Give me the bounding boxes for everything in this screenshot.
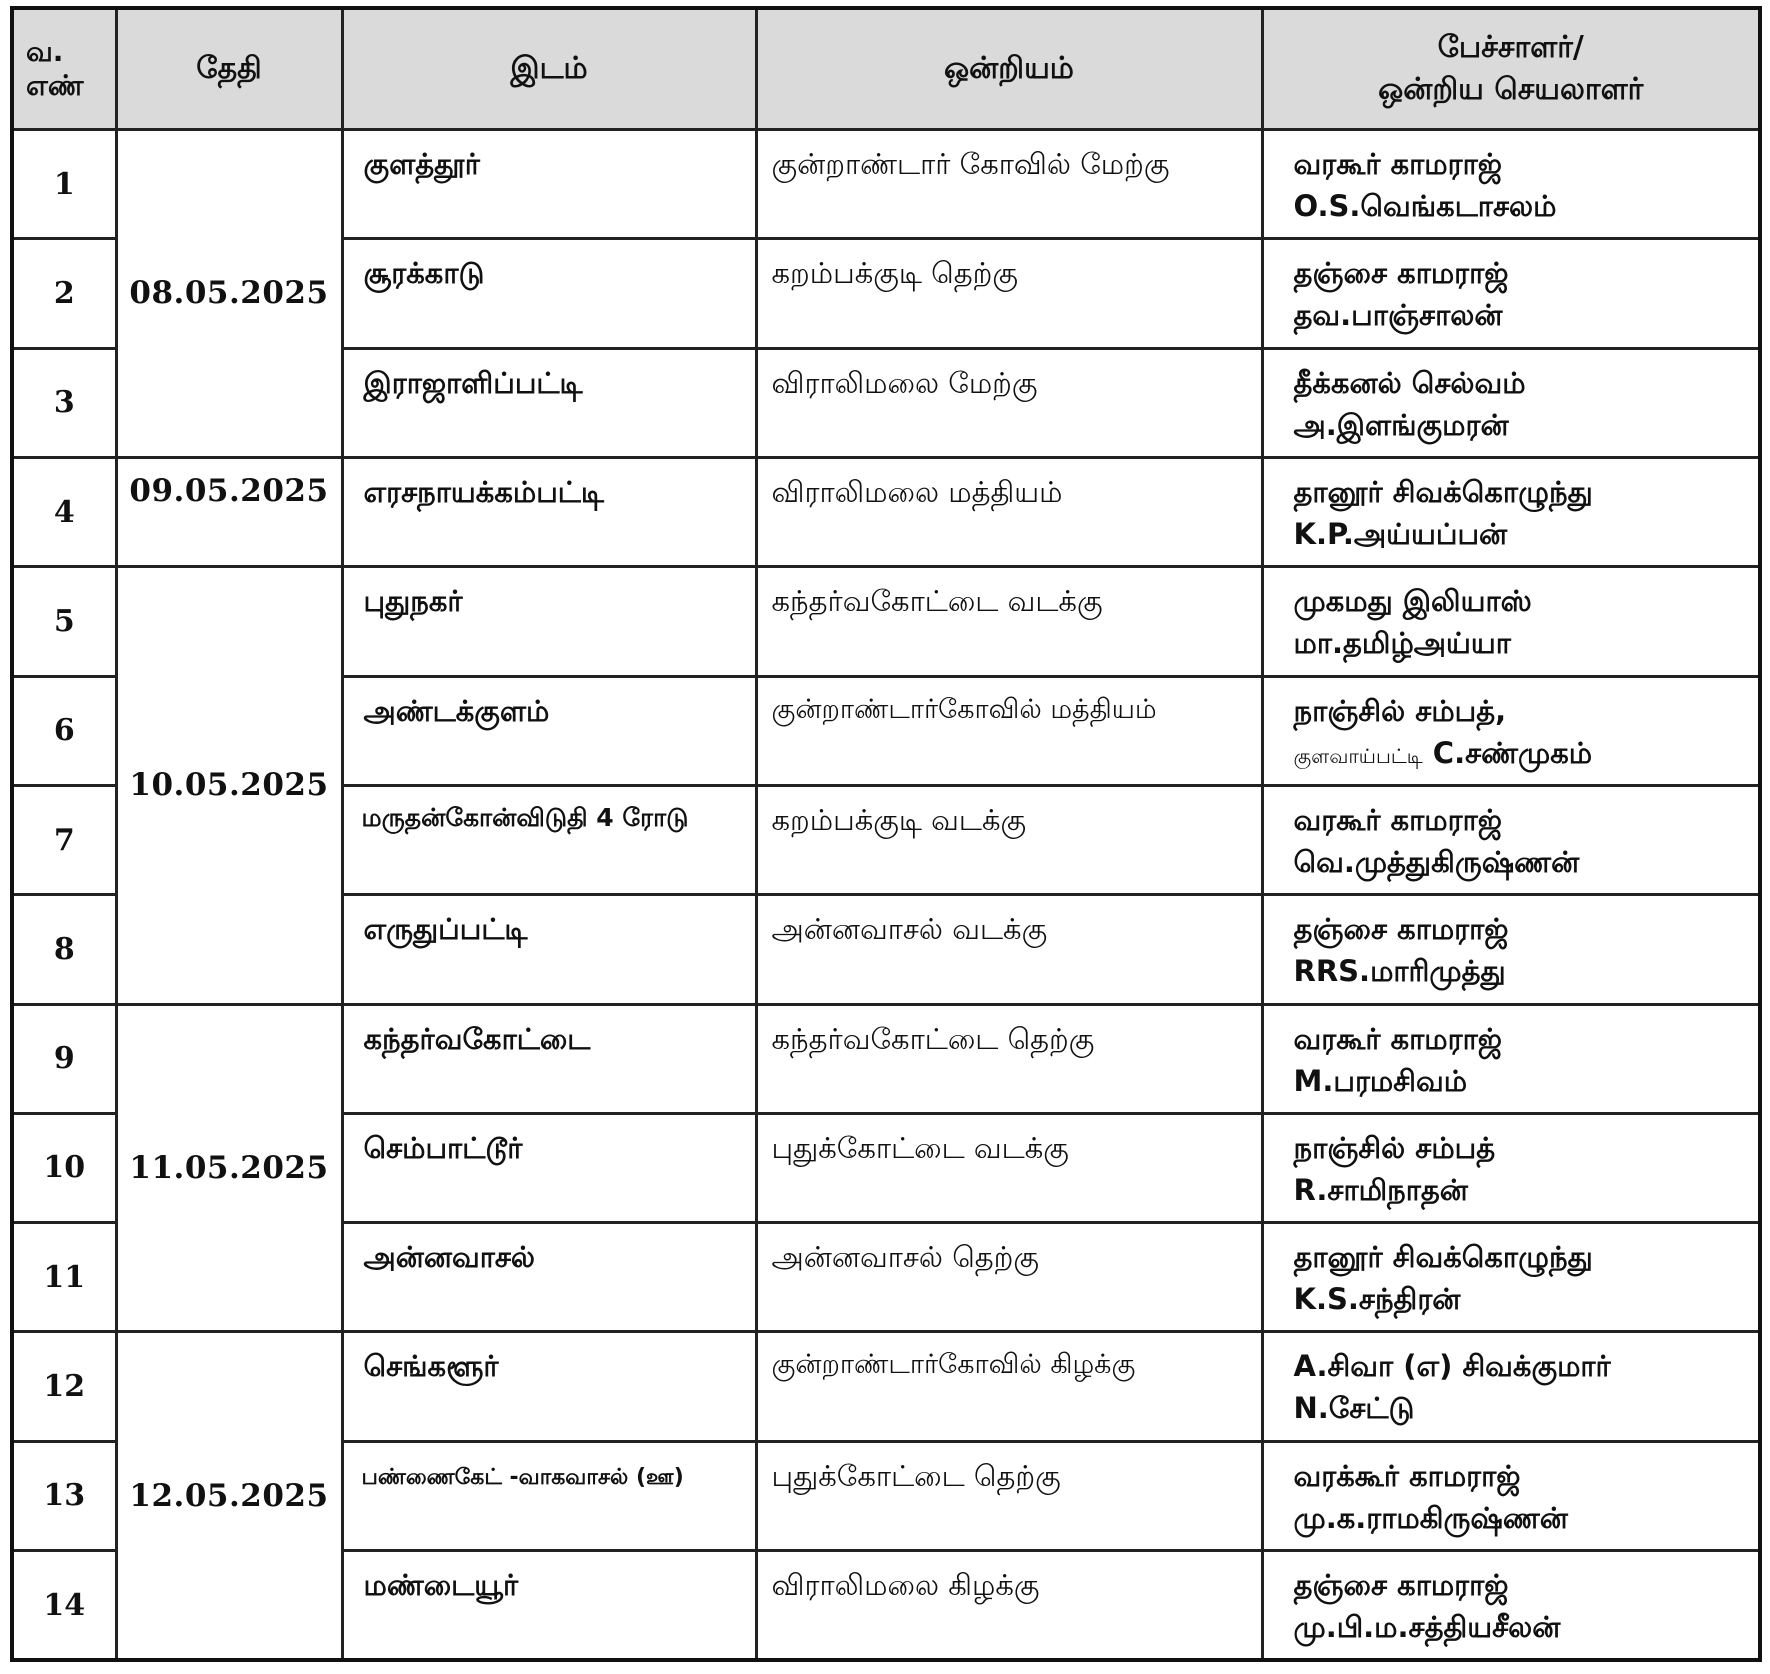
secretary-name [1294, 841, 1759, 883]
speaker-cell [1262, 1223, 1760, 1332]
speaker-cell [1262, 1441, 1760, 1550]
secretary-text: N.சேட்டு [1293, 1391, 1415, 1426]
date-cell: 08.05.2025 [116, 130, 342, 458]
serial-number: 3 [12, 348, 116, 457]
secretary-text: RRS.மாரிமுத்து [1293, 954, 1506, 989]
place-cell: எருதுப்பட்டி [342, 895, 756, 1004]
place-cell: மருதன்கோன்விடுதி 4 ரோடு [342, 785, 756, 894]
speaker-name: வரகூர் காமராஜ் [1293, 1021, 1502, 1056]
serial-number: 6 [12, 676, 116, 785]
serial-number: 8 [12, 895, 116, 1004]
speaker-cell [1262, 1332, 1760, 1441]
speaker-name: தஞ்சை காமராஜ் [1293, 256, 1509, 291]
union-cell: புதுக்கோட்டை வடக்கு [756, 1113, 1262, 1222]
secretary-text: R.சாமிநாதன் [1293, 1172, 1468, 1207]
header-row [12, 8, 1760, 130]
serial-number: 5 [12, 567, 116, 676]
serial-number: 7 [12, 785, 116, 894]
secretary-name [1294, 1387, 1759, 1429]
union-cell: குன்றாண்டார் கோவில் மேற்கு [756, 130, 1262, 239]
speaker-name: வரகூர் காமராஜ் [1293, 802, 1502, 837]
place-cell: செம்பாட்டூர் [342, 1113, 756, 1222]
place-cell: எரசநாயக்கம்பட்டி [342, 457, 756, 566]
secretary-name [1294, 294, 1759, 336]
secretary-text: K.S.சந்திரன் [1293, 1282, 1461, 1317]
union-cell: கறம்பக்குடி தெற்கு [756, 239, 1262, 348]
union-cell: கந்தர்வகோட்டை தெற்கு [756, 1004, 1262, 1113]
secretary-text: M.பரமசிவம் [1293, 1063, 1468, 1098]
secretary-text: தவ.பாஞ்சாலன் [1293, 298, 1503, 333]
header-serial-line1: வ. [26, 35, 64, 69]
place-cell: செங்களூர் [342, 1332, 756, 1441]
place-cell: இராஜாளிப்பட்டி [342, 348, 756, 457]
speaker-cell [1262, 1004, 1760, 1113]
secretary-name [1294, 1169, 1759, 1211]
speaker-name: தானூர் சிவக்கொழுந்து [1293, 474, 1593, 509]
union-cell: விராலிமலை மேற்கு [756, 348, 1262, 457]
speaker-name: தானூர் சிவக்கொழுந்து [1293, 1240, 1593, 1275]
union-cell: குன்றாண்டார்கோவில் கிழக்கு [756, 1332, 1262, 1441]
speaker-name: வரகூர் காமராஜ் [1293, 147, 1502, 181]
serial-number: 14 [12, 1551, 116, 1660]
union-cell: புதுக்கோட்டை தெற்கு [756, 1441, 1262, 1550]
date-cell: 11.05.2025 [116, 1004, 342, 1332]
place-cell: குளத்தூர் [342, 130, 756, 239]
header-serial-line2: எண் [26, 69, 84, 102]
speaker-cell [1262, 567, 1760, 676]
speaker-cell [1262, 1113, 1760, 1222]
secretary-text: வெ.முத்துகிருஷ்ணன் [1293, 844, 1580, 879]
speaker-cell [1262, 239, 1760, 348]
secretary-text: O.S.வெங்கடாசலம் [1293, 189, 1557, 224]
place-cell: சூரக்காடு [342, 239, 756, 348]
union-cell: கறம்பக்குடி வடக்கு [756, 785, 1262, 894]
secretary-name [1294, 1606, 1759, 1648]
serial-number: 12 [12, 1332, 116, 1441]
header-speaker [1262, 8, 1760, 130]
speaker-cell [1262, 676, 1760, 785]
union-cell: குன்றாண்டார்கோவில் மத்தியம் [756, 676, 1262, 785]
serial-number: 13 [12, 1441, 116, 1550]
place-cell: கந்தர்வகோட்டை [342, 1004, 756, 1113]
serial-number: 1 [12, 130, 116, 239]
header-place: இடம் [342, 8, 756, 130]
union-cell: அன்னவாசல் வடக்கு [756, 895, 1262, 1004]
table-row [12, 1332, 1760, 1441]
date-cell: 12.05.2025 [116, 1332, 342, 1660]
place-cell: அன்னவாசல் [342, 1223, 756, 1332]
secretary-name [1294, 404, 1759, 446]
meeting-schedule [10, 6, 1758, 1662]
union-cell: கந்தர்வகோட்டை வடக்கு [756, 567, 1262, 676]
secretary-name [1294, 1060, 1759, 1102]
speaker-cell [1262, 348, 1760, 457]
secretary-text: K.P.அய்யப்பன் [1293, 516, 1508, 551]
serial-number: 4 [12, 457, 116, 566]
speaker-name: A.சிவா (எ) சிவக்குமார் [1293, 1349, 1611, 1384]
header-speaker-line1: பேச்சாளர்/ [1437, 30, 1584, 65]
schedule-table [10, 6, 1762, 1662]
header-union: ஒன்றியம் [756, 8, 1262, 130]
speaker-cell [1262, 785, 1760, 894]
speaker-name: நாஞ்சில் சம்பத் [1293, 1130, 1496, 1165]
place-cell: அண்டக்குளம் [342, 676, 756, 785]
secretary-text: C.சண்முகம் [1432, 735, 1593, 770]
place-cell: புதுநகர் [342, 567, 756, 676]
speaker-name: முகமது இலியாஸ் [1293, 584, 1532, 619]
serial-number: 2 [12, 239, 116, 348]
secretary-name [1294, 732, 1759, 774]
union-cell: அன்னவாசல் தெற்கு [756, 1223, 1262, 1332]
secretary-name [1294, 1497, 1759, 1539]
secretary-text: மு.க.ராமகிருஷ்ணன் [1293, 1500, 1568, 1535]
table-row [12, 130, 1760, 239]
secretary-name [1294, 1278, 1759, 1320]
speaker-name: தீக்கனல் செல்வம் [1293, 365, 1526, 400]
header-speaker-line2: ஒன்றிய செயலாளர் [1378, 72, 1644, 107]
header-date: தேதி [116, 8, 342, 130]
date-cell: 09.05.2025 [116, 457, 342, 566]
secretary-text: மா.தமிழ்அய்யா [1293, 626, 1511, 661]
table-row [12, 567, 1760, 676]
serial-number: 11 [12, 1223, 116, 1332]
speaker-name: வரக்கூர் காமராஜ் [1293, 1458, 1521, 1493]
header-serial-number [12, 8, 116, 130]
secretary-text: அ.இளங்குமரன் [1293, 407, 1509, 442]
speaker-cell [1262, 895, 1760, 1004]
secretary-name [1294, 513, 1759, 555]
serial-number: 10 [12, 1113, 116, 1222]
speaker-name: தஞ்சை காமராஜ் [1293, 1568, 1509, 1603]
speaker-cell [1262, 1551, 1760, 1660]
union-cell: விராலிமலை மத்தியம் [756, 457, 1262, 566]
speaker-cell [1262, 457, 1760, 566]
speaker-cell [1262, 130, 1760, 239]
secretary-text: மு.பி.ம.சத்தியசீலன் [1293, 1610, 1561, 1645]
serial-number: 9 [12, 1004, 116, 1113]
place-cell: பண்ணைகேட் -வாகவாசல் (ஊ) [342, 1441, 756, 1550]
table-row [12, 1004, 1760, 1113]
date-cell: 10.05.2025 [116, 567, 342, 1004]
secretary-name [1294, 185, 1759, 227]
table-row [12, 457, 1760, 566]
place-cell: மண்டையூர் [342, 1551, 756, 1660]
speaker-name: தஞ்சை காமராஜ் [1293, 912, 1509, 947]
secretary-prefix: குளவாய்பட்டி [1293, 743, 1423, 768]
secretary-name [1294, 622, 1759, 664]
union-cell: விராலிமலை கிழக்கு [756, 1551, 1262, 1660]
speaker-name: நாஞ்சில் சம்பத், [1293, 693, 1507, 728]
secretary-name [1294, 950, 1759, 992]
